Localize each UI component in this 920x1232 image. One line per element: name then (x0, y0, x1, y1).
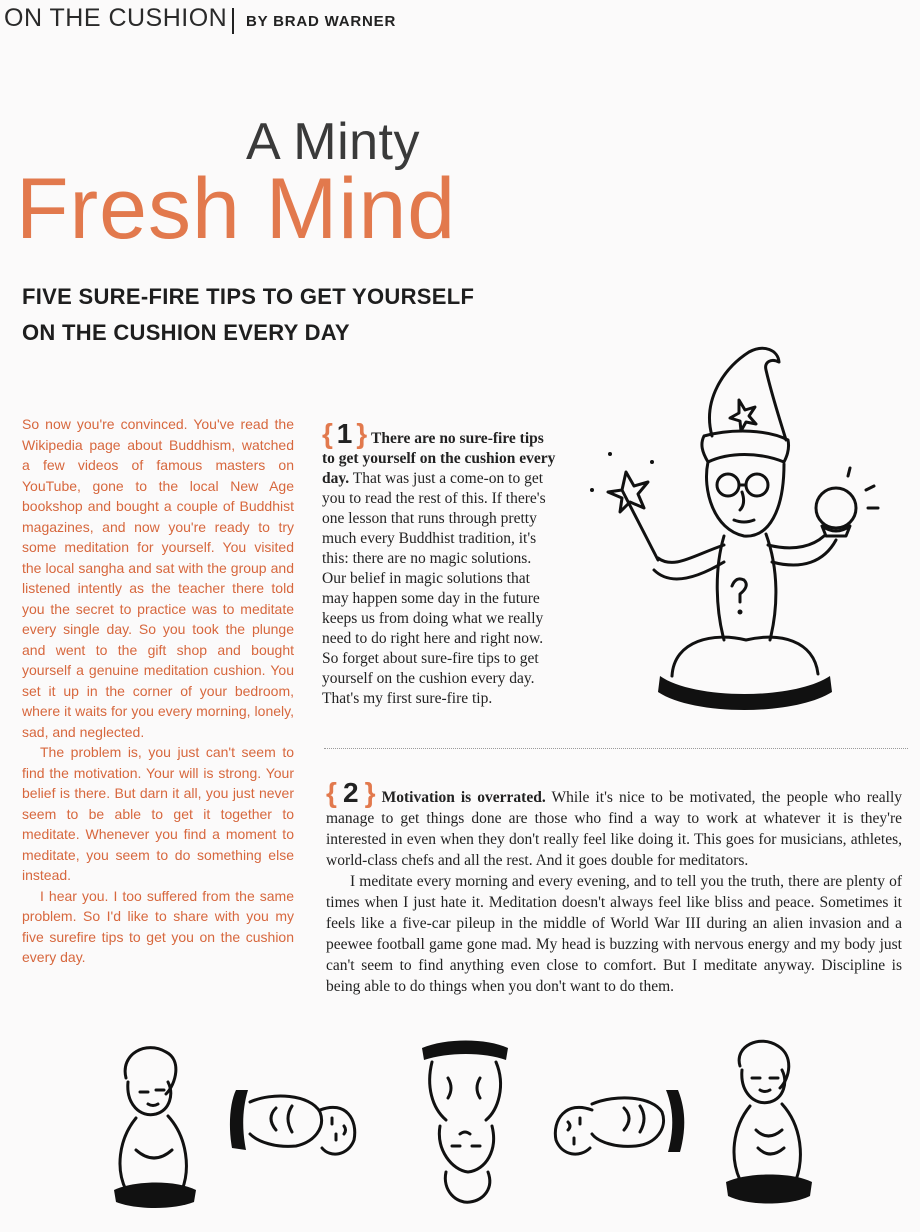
tip-2-body-2: I meditate every morning and every evening, and to tell you the truth, there are plenty of times when I just hate it. Meditation doesn't always feel like bliss and peace. Sometimes it feels like a five-car pileup in the middle of World War III during an alien invasion and a peewee football game gone mad. My head is buzzing with nervous energy and my body just can't seem to find anything even close to comfort. But I meditate anyway. Discipline is being able to do things when you don't want to do them. (326, 873, 902, 995)
meditator-figure-3 (422, 1041, 508, 1203)
tip-2-number: 2 (342, 777, 359, 808)
tip-1-number: 1 (336, 418, 353, 449)
section-label: ON THE CUSHION (4, 4, 228, 32)
intro-paragraph-2: The problem is, you just can't seem to find the motivation. Your will is strong. Your belief is there. But darn it all, you just never seem to be able to get it together to meditate. Whenever you find a moment to meditate, you seem to do something else instead. (22, 744, 294, 883)
title-line-1: A Minty (246, 113, 420, 171)
tip-2 (326, 777, 903, 997)
meditators-row-illustration (96, 1030, 816, 1225)
tip-1-body: That was just a come-on to get you to read the rest of this. If there's one lesson that runs through pretty much every Buddhist tradition, it's this: there are no magic solutions. Our belief in magic solutions that may happen some day in the future keeps us from doing what we really need to do right here and right now. So forget about sure-fire tips to get yourself on the cushion every day. That's my first sure-fire tip. (322, 470, 546, 707)
subtitle-line-2: ON THE CUSHION EVERY DAY (22, 320, 350, 345)
meditator-figure-2 (230, 1090, 355, 1154)
section-divider (324, 748, 908, 749)
intro-paragraph-3: I hear you. I too suffered from the same problem. So I'd like to share with you my five surefire tips to get you on the cushion every day. (22, 887, 294, 965)
tip-1 (322, 418, 556, 709)
tip-1-brace-close: } (356, 418, 368, 449)
intro-paragraph-1: So now you're convinced. You've read the Wikipedia page about Buddhism, watched a few videos of famous masters on YouTube, gone to the local New Age bookshop and bought a couple of Buddhist magazines, and now you're ready to try some meditation for yourself. You visited the local sangha and sat with the group and listened intently as the teacher there told you the secret to practice was to meditate every single day. So you took the plunge and went to the gift shop and bought yourself a genuine meditation cushion. You set it up in the corner of your bedroom, where it waits for you every morning, lonely, sad, and neglected. (22, 416, 294, 740)
title-line-2: Fresh Mind (16, 161, 457, 257)
tip-1-heading: There are no sure-fire tips to get yourself on the cushion every day. (322, 430, 556, 487)
tip-2-body-1: While it's nice to be motivated, the people who really manage to get things done are those who find a way to work at whatever it is they're interested in even when they don't really feel like doing it. This goes for musicians, athletes, world-class chefs and all the rest. And it goes double for meditators. (326, 789, 903, 869)
author-byline: BY BRAD WARNER (246, 13, 397, 30)
wizard-meditator-illustration (574, 340, 904, 725)
tip-1-brace-open: { (322, 418, 333, 449)
tip-2-brace-open: { (326, 777, 337, 808)
meditator-figure-4 (555, 1090, 684, 1154)
tip-2-brace-close: } (364, 777, 376, 808)
tip-2-heading: Motivation is overrated. (381, 789, 546, 806)
meditator-figure-1 (114, 1048, 196, 1208)
intro-column (22, 414, 294, 968)
header-divider (232, 8, 234, 34)
subtitle-line-1: FIVE SURE-FIRE TIPS TO GET YOURSELF (22, 284, 475, 309)
meditator-figure-5 (726, 1041, 812, 1203)
